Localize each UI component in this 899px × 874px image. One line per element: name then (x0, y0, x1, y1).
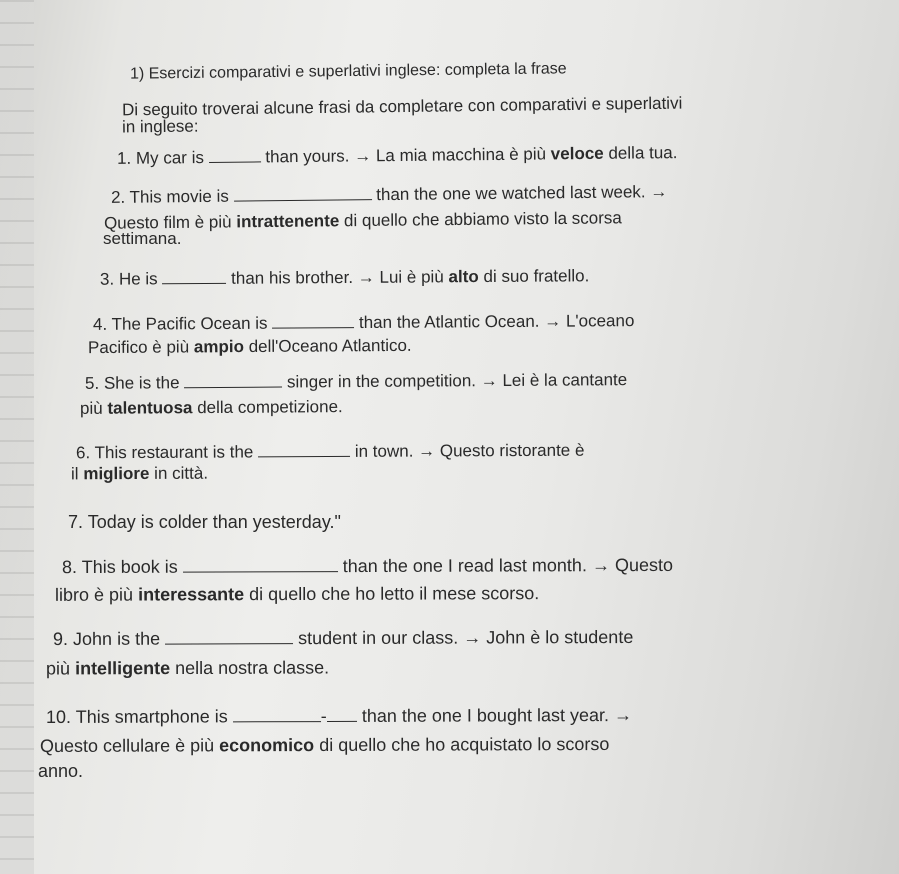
q2-text-mid: than the one we watched last week. → (376, 182, 668, 205)
q10-translation-end: di quello che ho acquistato lo scorso (319, 734, 610, 756)
q3-text-mid: than his brother. → Lui è più (231, 267, 444, 288)
q9-keyword: intelligente (75, 658, 171, 679)
q6-text-start: 6. This restaurant is the (75, 442, 254, 463)
question-5 (85, 370, 627, 394)
q10-translation-start: Questo cellulare è più (39, 735, 215, 756)
q5-translation-start: più (79, 398, 103, 418)
q1-keyword: veloce (550, 143, 604, 164)
q5-blank[interactable] (184, 373, 282, 389)
question-1 (117, 143, 678, 169)
exercise-title: 1) Esercizi comparativi e superlativi inglese: completa la frase (129, 60, 567, 83)
q10-blank-2[interactable] (327, 707, 357, 722)
q8-keyword: interessante (138, 584, 245, 605)
q9-text-start: 9. John is the (52, 628, 161, 650)
question-9-translation (46, 658, 329, 679)
q9-blank[interactable] (165, 629, 293, 644)
question-2 (111, 182, 667, 208)
question-10-translation-cont: anno. (38, 761, 84, 781)
q5-keyword: talentuosa (107, 398, 193, 418)
question-3 (100, 266, 589, 289)
q3-text-end: di suo fratello. (483, 266, 590, 287)
q1-blank[interactable] (209, 147, 261, 163)
q4-blank[interactable] (272, 313, 354, 329)
question-4 (93, 311, 635, 335)
q8-text-start: 8. This book is (61, 556, 178, 578)
q1-text-end: della tua. (608, 143, 678, 163)
q5-text-start: 5. She is the (84, 373, 180, 393)
question-8 (62, 555, 673, 577)
q6-translation-end: in città. (154, 463, 209, 483)
question-10-translation (40, 734, 609, 756)
q10-blank-1[interactable] (233, 707, 321, 722)
q8-translation-start: libro è più (54, 584, 134, 605)
q10-text-mid: than the one I bought last year. → (361, 704, 633, 726)
q5-translation-end: della competizione. (197, 397, 343, 418)
q4-translation-end: dell'Oceano Atlantico. (248, 335, 412, 357)
q10-keyword: economico (219, 735, 315, 756)
intro-line-1: Di seguito troverai alcune frasi da completare con comparativi e superlativi (121, 93, 683, 120)
q6-keyword: migliore (83, 463, 150, 484)
q10-text-start: 10. This smartphone is (45, 706, 228, 728)
intro-line-2: in inglese: (121, 116, 199, 137)
q3-blank[interactable] (162, 269, 226, 284)
q10-separator: - (320, 706, 327, 727)
q1-text-start: 1. My car is (116, 148, 205, 168)
question-4-translation (88, 336, 412, 358)
q3-text-start: 3. He is (99, 269, 158, 289)
q2-keyword: intrattenente (236, 211, 340, 232)
q8-translation-end: di quello che ho letto il mese scorso. (249, 583, 540, 605)
question-9 (53, 627, 633, 649)
q1-text-mid: than yours. → La mia macchina è più (265, 144, 547, 167)
q2-blank[interactable] (233, 185, 371, 201)
q9-translation-end: nella nostra classe. (175, 657, 330, 679)
q9-translation-start: più (45, 658, 71, 679)
q6-text-mid: in town. → Questo ristorante è (354, 440, 585, 461)
notebook-binding (0, 0, 34, 874)
q4-keyword: ampio (193, 337, 244, 357)
q6-translation-start: il (70, 464, 79, 484)
q2-translation-end: di quello che abbiamo visto la scorsa (343, 208, 622, 231)
q9-text-mid: student in our class. → John è lo studente (298, 626, 634, 649)
q4-text-mid: than the Atlantic Ocean. → L'oceano (358, 311, 635, 333)
q3-keyword: alto (448, 267, 479, 287)
question-2-translation-cont: settimana. (103, 229, 182, 248)
question-6-translation (71, 464, 208, 485)
question-2-translation (104, 208, 622, 233)
q4-text-start: 4. The Pacific Ocean is (92, 313, 268, 334)
q8-text-mid: than the one I read last month. → Questo (342, 554, 674, 577)
question-5-translation (80, 397, 343, 419)
q6-blank[interactable] (258, 442, 350, 457)
q2-translation-start: Questo film è più (103, 212, 232, 233)
question-6 (76, 441, 585, 464)
q8-blank[interactable] (183, 557, 338, 573)
q4-translation-start: Pacifico è più (87, 337, 190, 358)
question-8-translation (55, 583, 539, 605)
q2-text-start: 2. This movie is (110, 186, 229, 207)
question-7: 7. Today is colder than yesterday." (68, 512, 341, 532)
q5-text-mid: singer in the competition. → Lei è la cantante (286, 370, 628, 392)
question-10 (46, 705, 632, 727)
